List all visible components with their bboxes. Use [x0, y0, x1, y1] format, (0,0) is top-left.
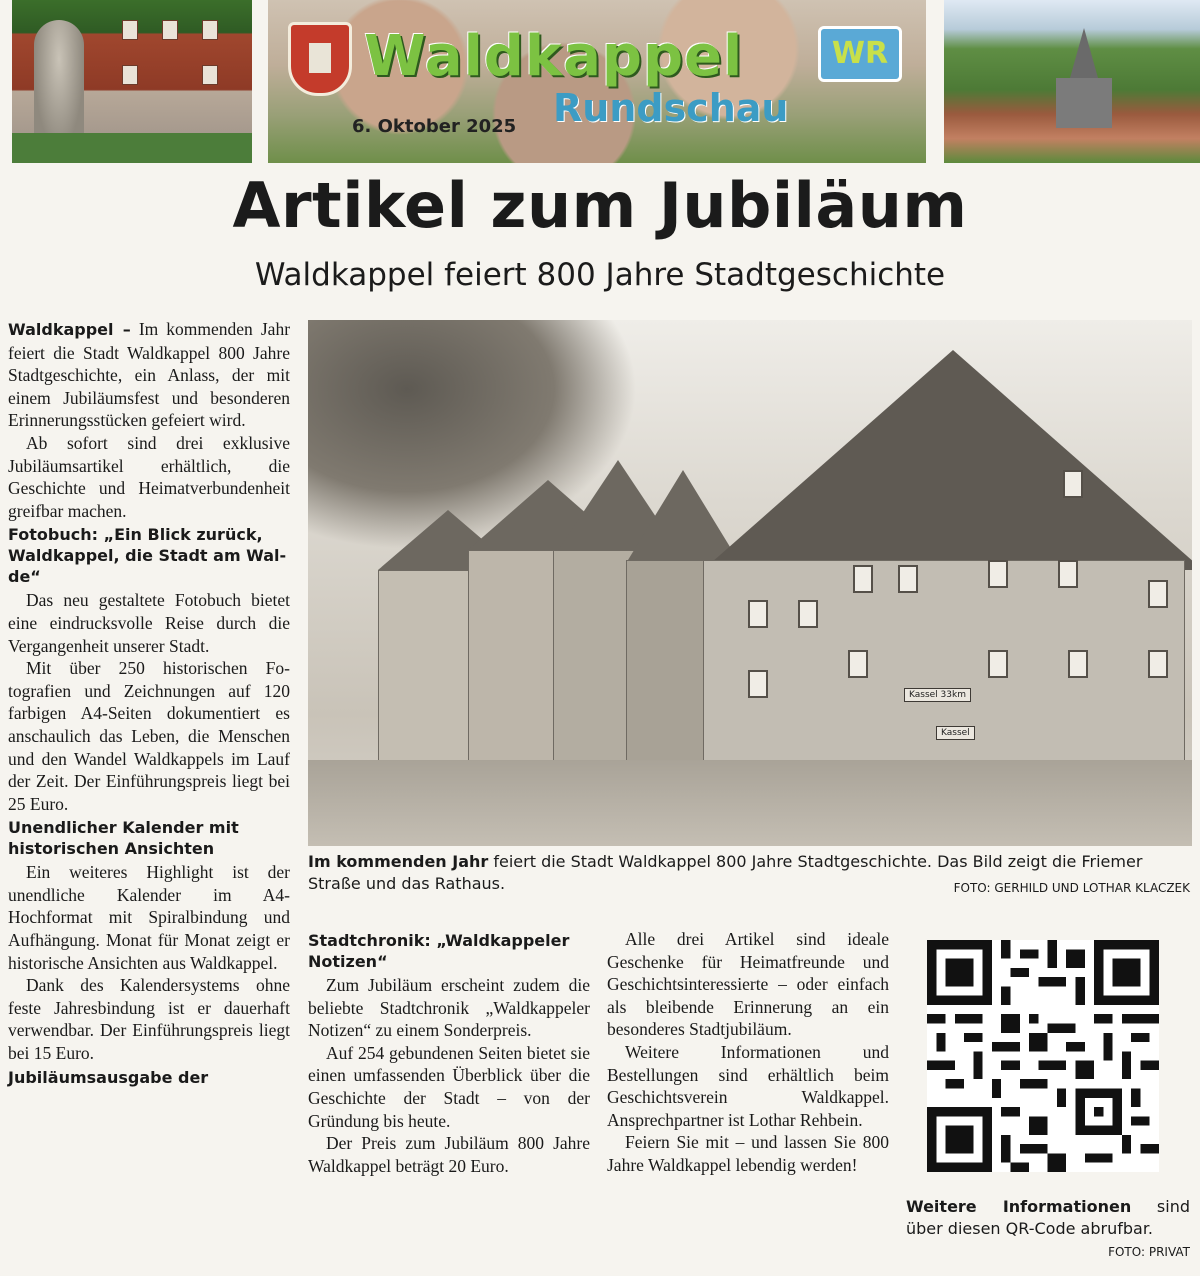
- paragraph: Ab sofort sind drei exklusive Jubiläumsartikel erhältlich, die Geschichte und Heimatverbundenheit greifbar machen.: [8, 432, 290, 521]
- wr-logo: WR: [818, 26, 902, 82]
- paragraph: Auf 254 gebundenen Seiten bietet sie einen umfassenden Überblick über die Geschichte der Stadt – von der Gründung bis heute.: [308, 1042, 590, 1131]
- paragraph: Feiern Sie mit – und lassen Sie 800 Jahre Waldkappel lebendig werden!: [607, 1132, 889, 1175]
- subheading: Jubiläumsausgabe der: [8, 1067, 209, 1087]
- dateline: Waldkappel –: [8, 320, 131, 339]
- historic-street-photo: [308, 320, 1192, 846]
- window: [202, 65, 218, 85]
- issue-date: 6. Oktober 2025: [352, 116, 517, 137]
- paragraph: Ein weiteres Highlight ist der unendliche Kalender im A4-Hochformat mit Spiralbindung und Aufhängung. Monat für Monat zeigt er historische Ansichten aus Waldkappel.: [8, 862, 290, 973]
- article-column-3: [607, 928, 889, 1177]
- paragraph: Der Preis zum Jubiläum 800 Jahre Waldkappel beträgt 20 Euro.: [308, 1133, 590, 1176]
- subheading: Unendlicher Kalender mit historischen Ansichten: [8, 818, 239, 859]
- article-column-2: [308, 928, 590, 1177]
- street: [308, 760, 1192, 846]
- paragraph: [8, 318, 290, 432]
- window: [988, 560, 1008, 588]
- subheading: Fotobuch: „Ein Blick zurück, Waldkappel, die Stadt am Walde“: [8, 525, 287, 587]
- window: [853, 565, 873, 593]
- caption-text: feiert die Stadt Waldkappel 800 Jahre Stadtgeschichte. Das Bild zeigt die Friemer Straße und das Rathaus.: [308, 852, 1143, 893]
- window: [1148, 580, 1168, 608]
- paragraph: Dank des Kalendersystems ohne feste Jahresbindung ist er dauerhaft verwendbar. Der Einführungspreis liegt bei 15 Euro.: [8, 975, 290, 1064]
- window: [988, 650, 1008, 678]
- qr-code-icon[interactable]: [927, 940, 1159, 1172]
- window: [202, 20, 218, 40]
- paragraph: Alle drei Artikel sind ideale Geschenke für Heimatfreunde und Geschichtsinteressierte – oder einfach als bleibende Erinnerung an ein besonderes Stadtjubiläum.: [607, 929, 889, 1040]
- hedge: [12, 133, 252, 163]
- qr-caption-lead: Weitere Informationen: [906, 1197, 1132, 1216]
- window: [798, 600, 818, 628]
- window: [748, 670, 768, 698]
- road-sign: Kassel: [936, 726, 975, 740]
- window: [748, 600, 768, 628]
- brand-subtitle: Rundschau: [553, 86, 789, 130]
- church-spire: [1070, 28, 1098, 78]
- paragraph: Mit über 250 historischen Fotografien und Zeichnungen auf 120 farbigen A4-Seiten dokumentiert es anschaulich das Leben, die Menschen und den Wandel Waldkappels im Lauf der Zeit. Der Einführungspreis liegt bei 25 Euro.: [8, 658, 290, 814]
- subheading: Stadtchronik: „Waldkappeler Notizen“: [308, 931, 570, 971]
- article-subheadline: Waldkappel feiert 800 Jahre Stadtgeschichte: [254, 257, 946, 293]
- window: [1068, 650, 1088, 678]
- masthead: [0, 0, 1200, 163]
- window: [162, 20, 178, 40]
- qr-caption-text: sind über diesen QR-Code abrufbar.: [906, 1197, 1190, 1238]
- paragraph: Weitere Informationen und Bestellungen sind erhältlich beim Geschichtsverein Waldkappel. Ansprechpartner ist Lothar Rehbein.: [607, 1041, 889, 1130]
- paragraph: Zum Jubiläum erscheint zudem die beliebte Stadtchronik „Waldkappeler Notizen“ zu einem Sonderpreis.: [308, 975, 590, 1041]
- qr-caption: [906, 1196, 1190, 1240]
- article-column-1: [8, 318, 290, 1090]
- qr-credit: FOTO: PRIVAT: [1108, 1245, 1190, 1259]
- masthead-banner: [268, 0, 926, 163]
- photo-credit: FOTO: GERHILD UND LOTHAR KLACZEK: [953, 881, 1190, 895]
- caption-lead: Im kommenden Jahr: [308, 852, 489, 871]
- church: [1056, 78, 1112, 128]
- masthead-photo-owl-statue: [12, 0, 252, 163]
- window: [1148, 650, 1168, 678]
- paragraph: Das neu gestaltete Fotobuch bietet eine eindrucksvolle Reise durch die Vergangenheit unserer Stadt.: [8, 590, 290, 656]
- article-headline: Artikel zum Jubiläum: [232, 169, 968, 242]
- roof: [703, 350, 1192, 570]
- paragraph-text: Im kommenden Jahr feiert die Stadt Waldkappel 800 Jahre Stadtgeschichte, ein Anlass, der mit einem Jubiläumsfest und besonderen Erinnerungsstücken gefeiert wird.: [8, 319, 291, 431]
- road-sign: Kassel 33km: [904, 688, 971, 702]
- brand-title: Waldkappel: [364, 24, 744, 89]
- window: [848, 650, 868, 678]
- window: [1063, 470, 1083, 498]
- town-crest-icon: [288, 22, 352, 96]
- town-hall: [703, 560, 1185, 787]
- masthead-photo-church: [944, 0, 1200, 163]
- owl-statue: [34, 20, 84, 150]
- window: [898, 565, 918, 593]
- window: [122, 65, 138, 85]
- window: [122, 20, 138, 40]
- window: [1058, 560, 1078, 588]
